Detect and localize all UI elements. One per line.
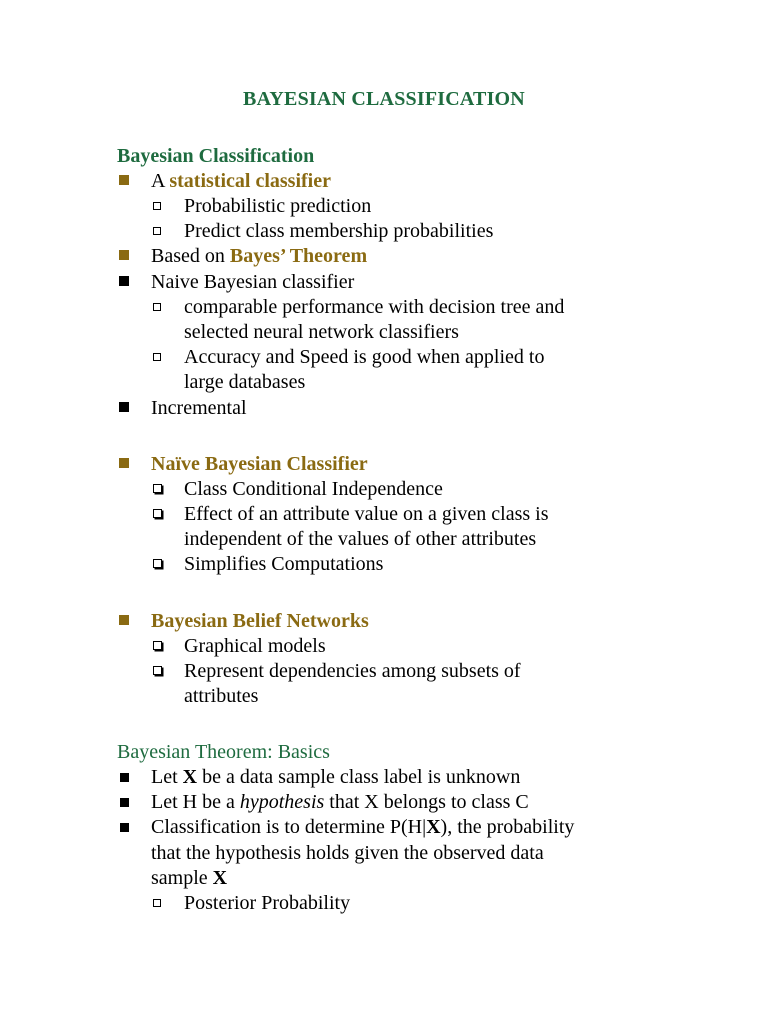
bold-variable: X — [182, 766, 198, 788]
italic-term: hypothesis — [239, 791, 325, 813]
bullet-square-icon — [120, 798, 129, 807]
item-text: ), the probability — [440, 816, 575, 838]
item-text: Classification is to determine P(H| — [151, 816, 427, 838]
sub-item-dependencies-1: Represent dependencies among subsets of — [184, 660, 521, 682]
list-item-classification-3 — [151, 866, 227, 891]
item-text: Let — [151, 766, 183, 788]
sub-item-comparable-performance-1: comparable performance with decision tree and — [184, 296, 565, 318]
hollow-bullet-icon — [153, 227, 161, 235]
sub-item-comparable-performance-2: selected neural network classifiers — [184, 321, 459, 343]
bullet-square-icon — [120, 773, 129, 782]
hollow-bullet-icon — [153, 484, 162, 493]
document-title: BAYESIAN CLASSIFICATION — [243, 88, 525, 110]
sub-item-class-conditional: Class Conditional Independence — [184, 478, 443, 500]
list-item-let-x — [151, 765, 520, 790]
sub-item-simplifies: Simplifies Computations — [184, 553, 384, 575]
list-item-naive-bayesian: Naive Bayesian classifier — [151, 271, 355, 293]
section-heading-theorem-basics: Bayesian Theorem: Basics — [117, 741, 330, 763]
list-item-incremental: Incremental — [151, 397, 247, 419]
sub-item-predict-class: Predict class membership probabilities — [184, 220, 494, 242]
item-text: A — [151, 170, 170, 192]
bold-variable: X — [426, 816, 441, 838]
hollow-bullet-icon — [153, 666, 162, 675]
list-item-classification-1 — [151, 815, 574, 840]
highlight-text: statistical classifier — [169, 170, 331, 192]
sub-item-effect-attribute-2: independent of the values of other attributes — [184, 528, 537, 550]
bullet-square-icon — [119, 402, 129, 412]
bullet-square-icon — [119, 615, 129, 625]
bullet-square-icon — [119, 458, 129, 468]
sub-item-probabilistic-prediction: Probabilistic prediction — [184, 195, 372, 217]
item-text: Based on — [151, 245, 230, 267]
hollow-bullet-icon — [153, 353, 161, 361]
bold-variable: X — [212, 867, 228, 889]
item-text: that X belongs to class C — [324, 791, 529, 813]
hollow-bullet-icon — [153, 899, 161, 907]
hollow-bullet-icon — [153, 509, 162, 518]
bullet-square-icon — [119, 250, 129, 260]
item-text: Let H be a — [151, 791, 240, 813]
hollow-bullet-icon — [153, 559, 162, 568]
list-item-let-h — [151, 790, 529, 815]
list-item-classification-2: that the hypothesis holds given the observed data — [151, 842, 544, 864]
sub-item-graphical-models: Graphical models — [184, 635, 326, 657]
section-heading-bayesian-classification: Bayesian Classification — [117, 145, 315, 167]
section-heading-belief-networks: Bayesian Belief Networks — [151, 610, 369, 632]
item-text: be a data sample class label is unknown — [197, 766, 521, 788]
hollow-bullet-icon — [153, 641, 162, 650]
sub-item-accuracy-speed-1: Accuracy and Speed is good when applied to — [184, 346, 545, 368]
section-heading-naive-bayesian: Naïve Bayesian Classifier — [151, 453, 368, 475]
hollow-bullet-icon — [153, 303, 161, 311]
highlight-text: Bayes’ Theorem — [229, 245, 368, 267]
hollow-bullet-icon — [153, 202, 161, 210]
list-item-bayes-theorem — [151, 244, 367, 269]
sub-item-effect-attribute-1: Effect of an attribute value on a given class is — [184, 503, 549, 525]
bullet-square-icon — [119, 276, 129, 286]
bullet-square-icon — [119, 175, 129, 185]
bullet-square-icon — [120, 823, 129, 832]
sub-item-posterior-probability: Posterior Probability — [184, 892, 351, 914]
sub-item-accuracy-speed-2: large databases — [184, 371, 306, 393]
list-item-statistical-classifier — [151, 169, 331, 194]
item-text: sample — [151, 867, 213, 889]
sub-item-dependencies-2: attributes — [184, 685, 259, 707]
